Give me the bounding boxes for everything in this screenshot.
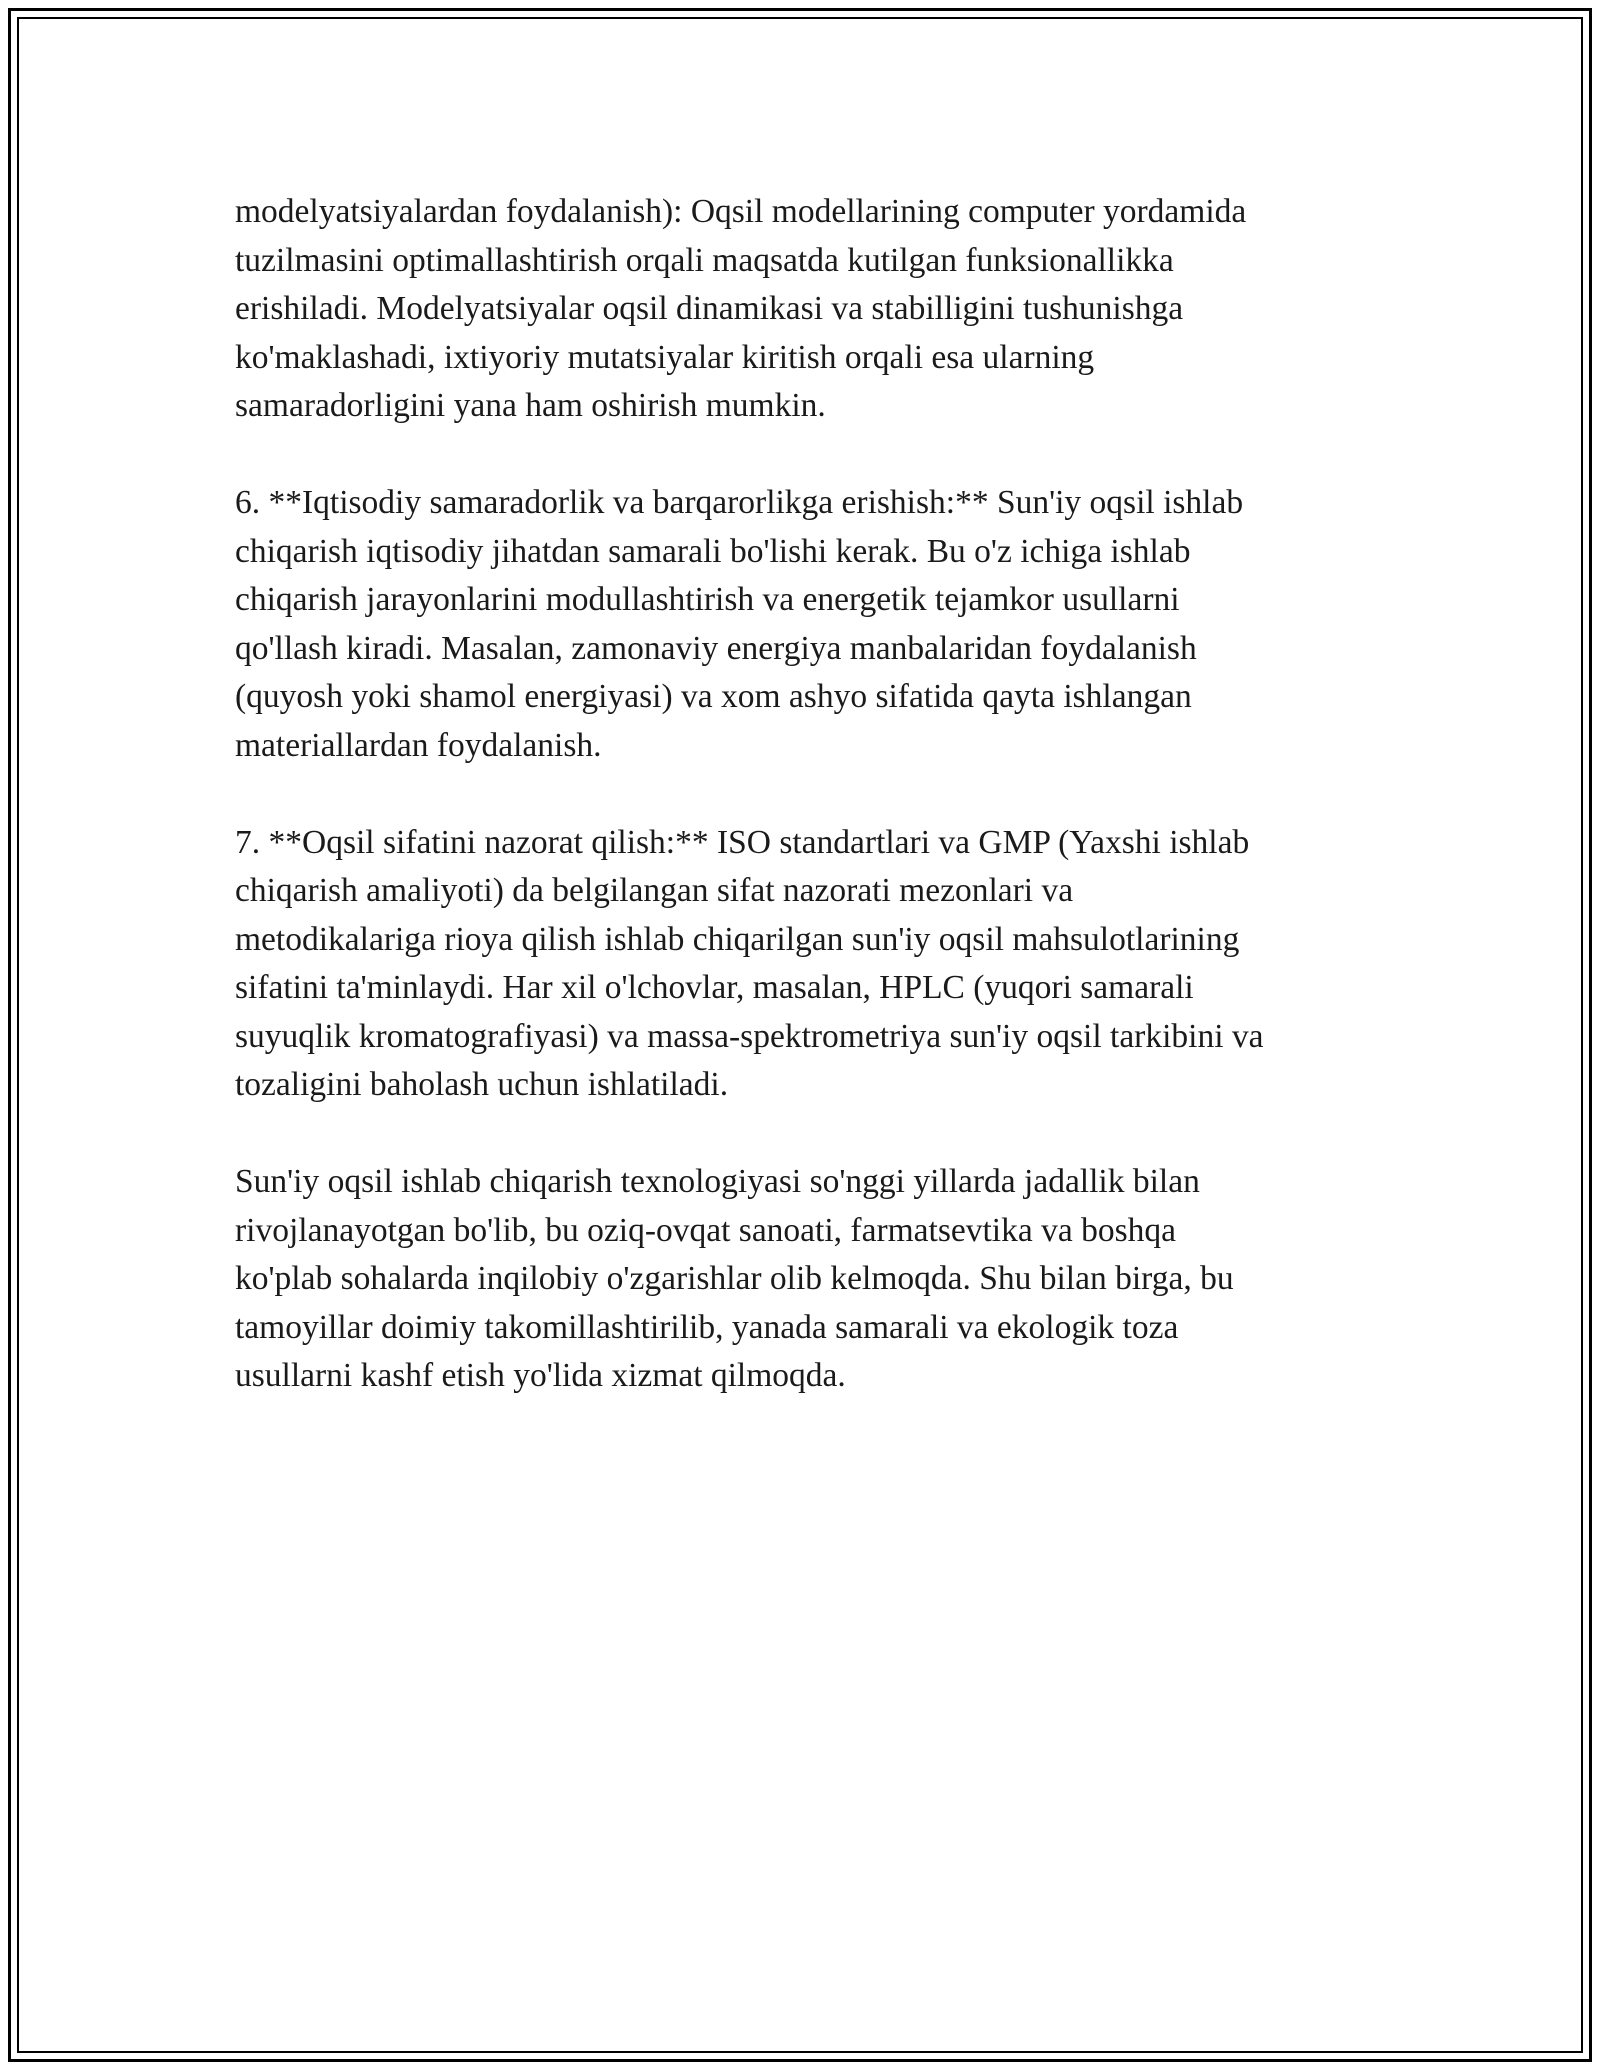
text-line: sifatini ta'minlaydi. Har xil o'lchovlar, masalan, HPLC (yuqori samarali bbox=[235, 969, 1194, 1006]
text-line: (quyosh yoki shamol energiyasi) va xom ashyo sifatida qayta ishlangan bbox=[235, 678, 1192, 715]
text-line: Sun'iy oqsil ishlab chiqarish texnologiyasi so'nggi yillarda jadallik bilan bbox=[235, 1163, 1200, 1200]
text-line: tozaligini baholash uchun ishlatiladi. bbox=[235, 1066, 729, 1103]
text-line: chiqarish iqtisodiy jihatdan samarali bo'lishi kerak. Bu o'z ichiga ishlab bbox=[235, 532, 1191, 570]
text-line: 7. **Oqsil sifatini nazorat qilish:** ISO standartlari va GMP (Yaxshi ishlab bbox=[235, 823, 1250, 861]
text-line: chiqarish amaliyoti) da belgilangan sifat nazorati mezonlari va bbox=[235, 872, 1074, 909]
text-line: tuzilmasini optimallashtirish orqali maqsatda kutilgan funksionallikka bbox=[235, 241, 1174, 279]
paragraph-modelling-continuation bbox=[235, 188, 1375, 431]
paragraph-item-7 bbox=[235, 819, 1375, 1110]
paragraph-conclusion bbox=[235, 1158, 1375, 1401]
text-line: metodikalariga rioya qilish ishlab chiqarilgan sun'iy oqsil mahsulotlarining bbox=[235, 920, 1240, 958]
text-line: materiallardan foydalanish. bbox=[235, 726, 602, 764]
text-line: erishiladi. Modelyatsiyalar oqsil dinamikasi va stabilligini tushunishga bbox=[235, 290, 1184, 327]
text-line: rivojlanayotgan bo'lib, bu oziq-ovqat sanoati, farmatsevtika va boshqa bbox=[235, 1211, 1176, 1249]
document-body bbox=[235, 188, 1375, 1401]
text-line: ko'plab sohalarda inqilobiy o'zgarishlar olib kelmoqda. Shu bilan birga, bu bbox=[235, 1260, 1234, 1297]
text-line: tamoyillar doimiy takomillashtirilib, yanada samarali va ekologik toza bbox=[235, 1308, 1179, 1346]
text-line: chiqarish jarayonlarini modullashtirish va energetik tejamkor usullarni bbox=[235, 581, 1180, 618]
text-line: suyuqlik kromatografiyasi) va massa-spektrometriya sun'iy oqsil tarkibini va bbox=[235, 1017, 1264, 1055]
paragraph-item-6 bbox=[235, 479, 1375, 770]
text-line: samaradorligini yana ham oshirish mumkin. bbox=[235, 387, 826, 424]
text-line: 6. **Iqtisodiy samaradorlik va barqarorlikga erishish:** Sun'iy oqsil ishlab bbox=[235, 484, 1244, 521]
text-line: qo'llash kiradi. Masalan, zamonaviy energiya manbalaridan foydalanish bbox=[235, 629, 1197, 667]
text-line: modelyatsiyalardan foydalanish): Oqsil modellarining computer yordamida bbox=[235, 193, 1247, 230]
text-line: usullarni kashf etish yo'lida xizmat qilmoqda. bbox=[235, 1357, 846, 1394]
text-line: ko'maklashadi, ixtiyoriy mutatsiyalar kiritish orqali esa ularning bbox=[235, 338, 1095, 376]
